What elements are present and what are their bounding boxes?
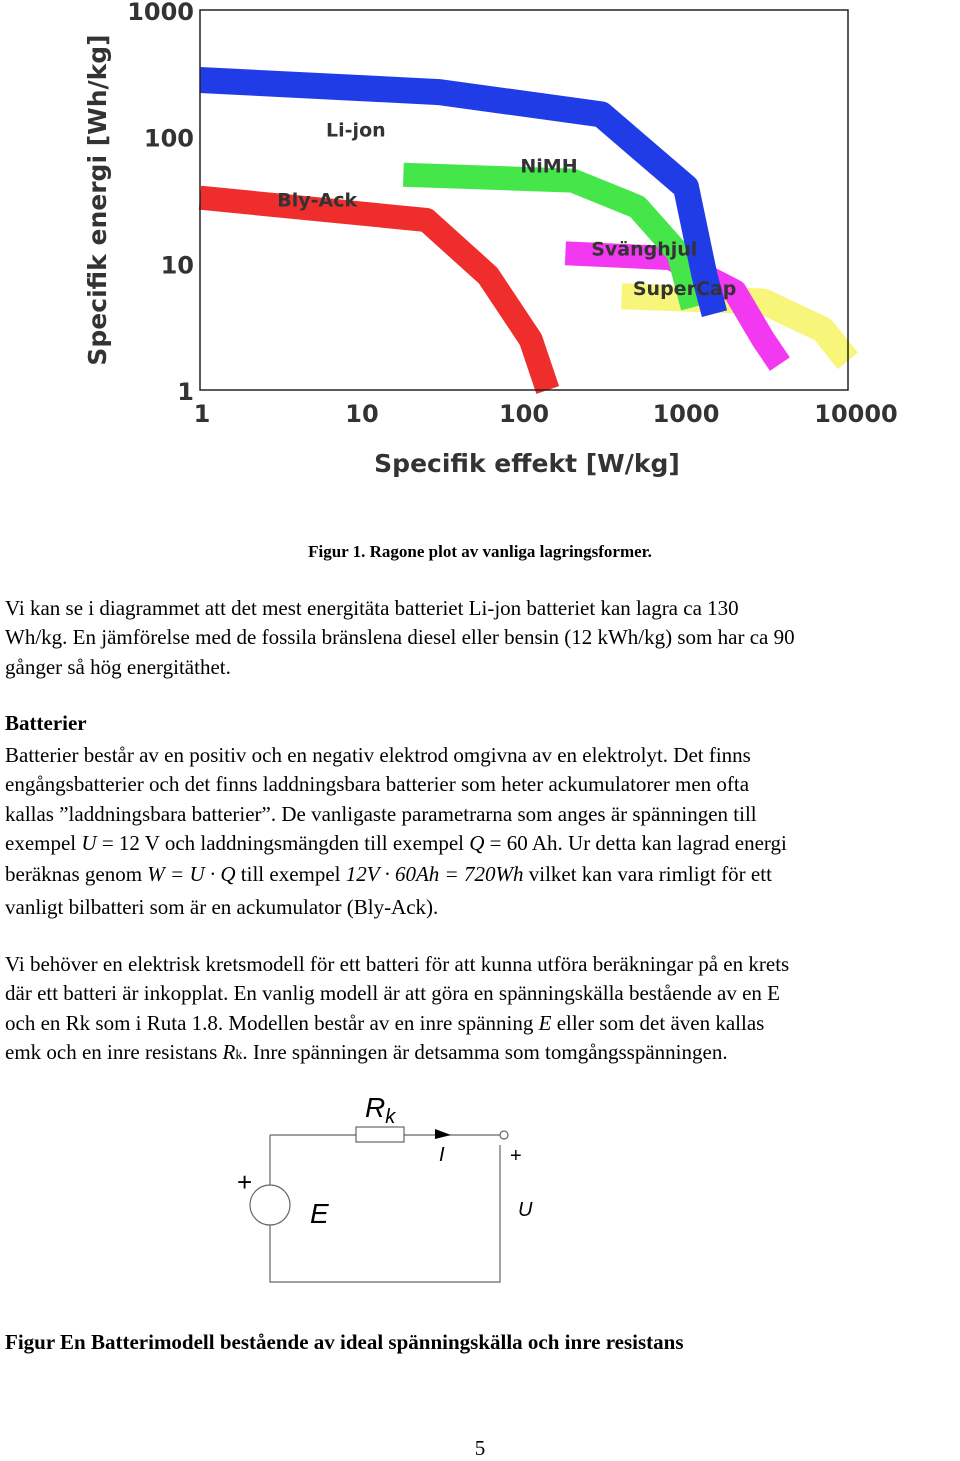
wire-bottom (270, 1145, 500, 1282)
text-line: där ett batteri är inkopplat. En vanlig modell är att göra en spänningskälla bestående av en E (5, 981, 780, 1006)
text-fragment: emk och en inre resistans (5, 1039, 223, 1064)
text-fragment: = 12 V och laddningsmängden till exempel (96, 830, 470, 855)
variable-u: U (81, 830, 97, 855)
text-line: kallas ”laddningsbara batterier”. De vanligaste parametrarna som anges är spänningen till (5, 801, 757, 826)
text-fragment: vilket kan vara rimligt för ett (523, 862, 772, 887)
paragraph-energy-density (5, 594, 960, 682)
paragraph-batteries (5, 741, 960, 923)
text-fragment: . Inre spänningen är detsamma som tomgångsspänningen. (242, 1039, 728, 1064)
series-label-nimh: NiMH (520, 155, 578, 178)
text-line: vanligt bilbatteri som är en ackumulator (Bly-Ack). (5, 895, 439, 920)
emf-label: E (310, 1198, 329, 1229)
source-plus-label: + (237, 1167, 253, 1197)
voltage-source-circle (250, 1185, 290, 1225)
text-fragment: till exempel (235, 862, 346, 887)
series-label-lijon: Li-jon (326, 119, 386, 142)
text-line (5, 1009, 960, 1038)
text-line (5, 1038, 960, 1070)
y-tick-label: 100 (143, 124, 194, 153)
x-tick-label: 10000 (814, 400, 898, 428)
formula-example: 12V · 60Ah = 720Wh (345, 862, 524, 887)
text-fragment: beräknas genom (5, 862, 148, 887)
series-band-blyack (200, 198, 548, 390)
variable-q: Q (469, 830, 485, 855)
section-heading-batterier: Batterier (5, 711, 87, 735)
rk-label: $R_k$ (365, 1092, 396, 1128)
text-line (5, 829, 960, 858)
terminal-plus-label: + (510, 1145, 522, 1167)
current-label: I (439, 1144, 445, 1166)
variable-r: R (222, 1039, 236, 1064)
y-tick-label: 1 (177, 378, 194, 406)
resistor-rk (356, 1127, 404, 1142)
rk-subscript: k (385, 1106, 396, 1128)
x-tick-label: 10 (345, 400, 379, 428)
x-axis-label: Specifik effekt [W/kg] (374, 449, 680, 478)
voltage-label: U (518, 1199, 533, 1221)
y-axis-label: Specifik energi [Wh/kg] (83, 34, 112, 366)
figure-1-caption: Figur 1. Ragone plot av vanliga lagringsformer. (308, 542, 652, 561)
text-line: Wh/kg. En jämförelse med de fossila bränslena diesel eller bensin (12 kWh/kg) som har ca 90 (5, 625, 795, 650)
text-line: Vi behöver en elektrisk kretsmodell för ett batteri för att kunna utföra beräkningar på en krets (5, 952, 790, 976)
text-line: gånger så hög energitäthet. (5, 654, 231, 679)
figure-2-caption: Figur En Batterimodell bestående av ideal spänningskälla och inre resistans (5, 1330, 684, 1354)
y-tick-label: 10 (160, 251, 194, 280)
x-tick-label: 1 (193, 400, 211, 428)
text-fragment: exempel (5, 830, 82, 855)
terminal-top (500, 1131, 508, 1139)
text-fragment: = 60 Ah. Ur detta kan lagrad energi (484, 830, 787, 855)
text-line: engångsbatterier och det finns laddningsbara batterier som heter ackumulatorer men ofta (5, 772, 750, 797)
variable-e: E (538, 1010, 552, 1035)
subscript-k: k (235, 1047, 243, 1063)
text-fragment: och en Rk som i Ruta 1.8. Modellen består av en inre spänning (5, 1010, 539, 1035)
series-label-blyack: Bly-Ack (277, 189, 358, 212)
formula-energy: W = U · Q (147, 862, 236, 887)
text-line: Vi kan se i diagrammet att det mest energitäta batteriet Li-jon batteriet kan lagra ca 130 (5, 596, 739, 620)
ragone-chart (70, 0, 910, 490)
page-number: 5 (474, 1436, 486, 1460)
paragraph-circuit-model (5, 950, 960, 1070)
text-line (5, 860, 960, 889)
text-fragment: eller som det även kallas (551, 1010, 765, 1035)
current-arrow-icon (435, 1129, 451, 1139)
x-tick-label: 100 (498, 400, 550, 428)
x-tick-label: 1000 (652, 400, 720, 428)
series-label-supercap: SuperCap (632, 278, 737, 301)
battery-circuit-diagram (225, 1085, 545, 1295)
y-tick-label: 1000 (127, 0, 194, 26)
text-line: Batterier består av en positiv och en negativ elektrod omgivna av en elektrolyt. Det finns (5, 743, 751, 767)
series-label-svnghjul: Svänghjul (591, 238, 698, 261)
